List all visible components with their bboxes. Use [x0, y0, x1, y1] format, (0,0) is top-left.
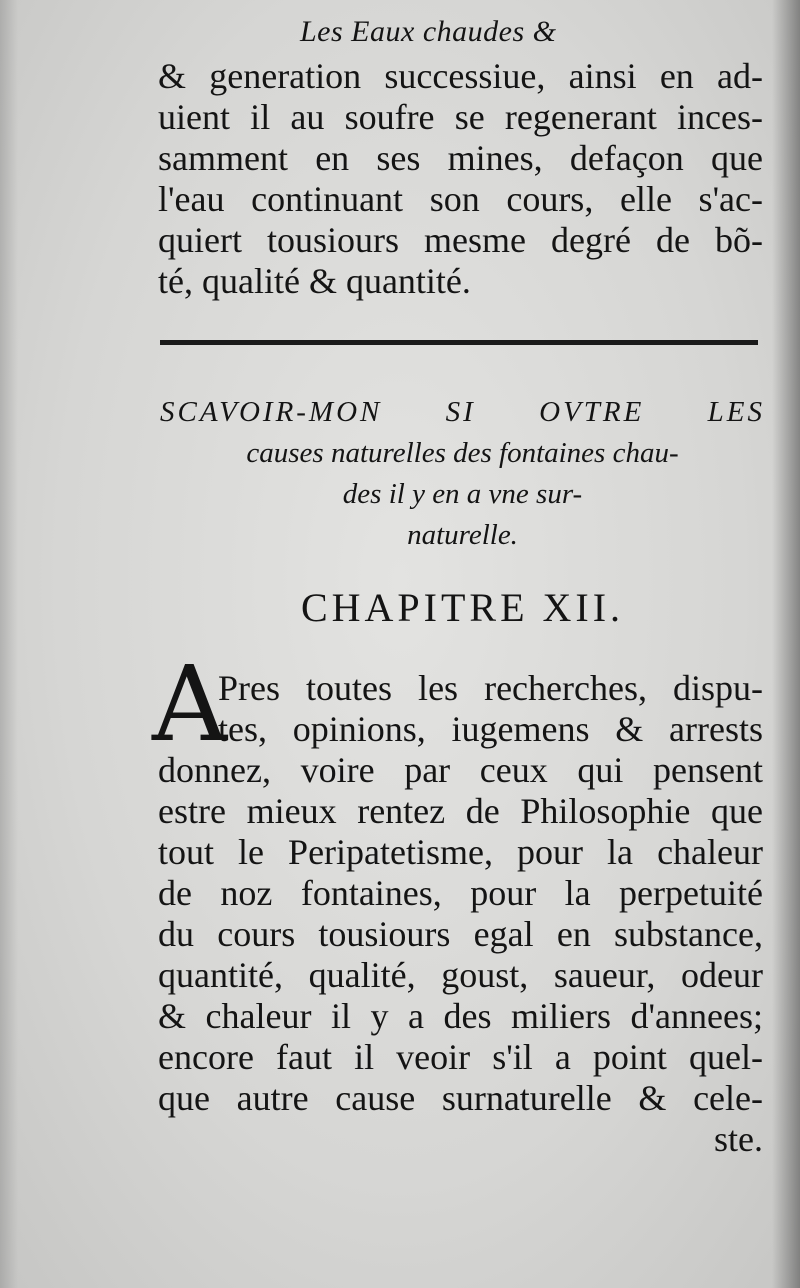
text-line: & chaleur il y a des miliers d'annees;: [158, 996, 763, 1036]
chapter-title-line: des il y en a vne sur-: [342, 478, 583, 510]
text-line: samment en ses mines, defaçon que: [158, 138, 763, 178]
text-line: Pres toutes les recherches, dispu-: [218, 668, 763, 708]
text-line: de noz fontaines, pour la perpetuité: [158, 873, 763, 913]
running-head: Les Eaux chaudes &: [300, 15, 557, 48]
text-line: donnez, voire par ceux qui pensent: [158, 750, 763, 790]
body-paragraph: [158, 750, 763, 1160]
top-paragraph: [158, 56, 763, 302]
text-line: que autre cause surnaturelle & cele-: [158, 1078, 763, 1118]
text-line: té, qualité & quantité.: [158, 261, 471, 301]
text-line: quiert tousiours mesme degré de bõ-: [158, 220, 763, 260]
page-edge-shadow: [0, 0, 18, 1288]
spine-shadow: [772, 0, 800, 1288]
text-line: & generation successiue, ainsi en ad-: [158, 56, 763, 96]
drop-cap: A: [152, 643, 228, 765]
text-line-final: ste.: [714, 1119, 763, 1159]
chapter-title-line: SCAVOIR-MON SI OVTRE LES: [160, 396, 765, 428]
chapter-title-line: naturelle.: [407, 519, 518, 551]
text-line: estre mieux rentez de Philosophie que: [158, 791, 763, 831]
text-line: quantité, qualité, goust, saueur, odeur: [158, 955, 763, 995]
text-line: tes, opinions, iugemens & arrests: [218, 709, 763, 749]
chapter-title-line: causes naturelles des fontaines chau-: [246, 437, 679, 469]
chapter-title: [160, 392, 765, 556]
text-line: uient il au soufre se regenerant inces-: [158, 97, 763, 137]
text-line: encore faut il veoir s'il a point quel-: [158, 1037, 763, 1077]
section-divider: [160, 340, 758, 345]
text-line: du cours tousiours egal en substance,: [158, 914, 763, 954]
drop-cap-paragraph-lines: [218, 668, 763, 750]
text-line: tout le Peripatetisme, pour la chaleur: [158, 832, 763, 872]
text-line: l'eau continuant son cours, elle s'ac-: [158, 179, 763, 219]
chapter-heading: CHAPITRE XII.: [300, 585, 625, 630]
